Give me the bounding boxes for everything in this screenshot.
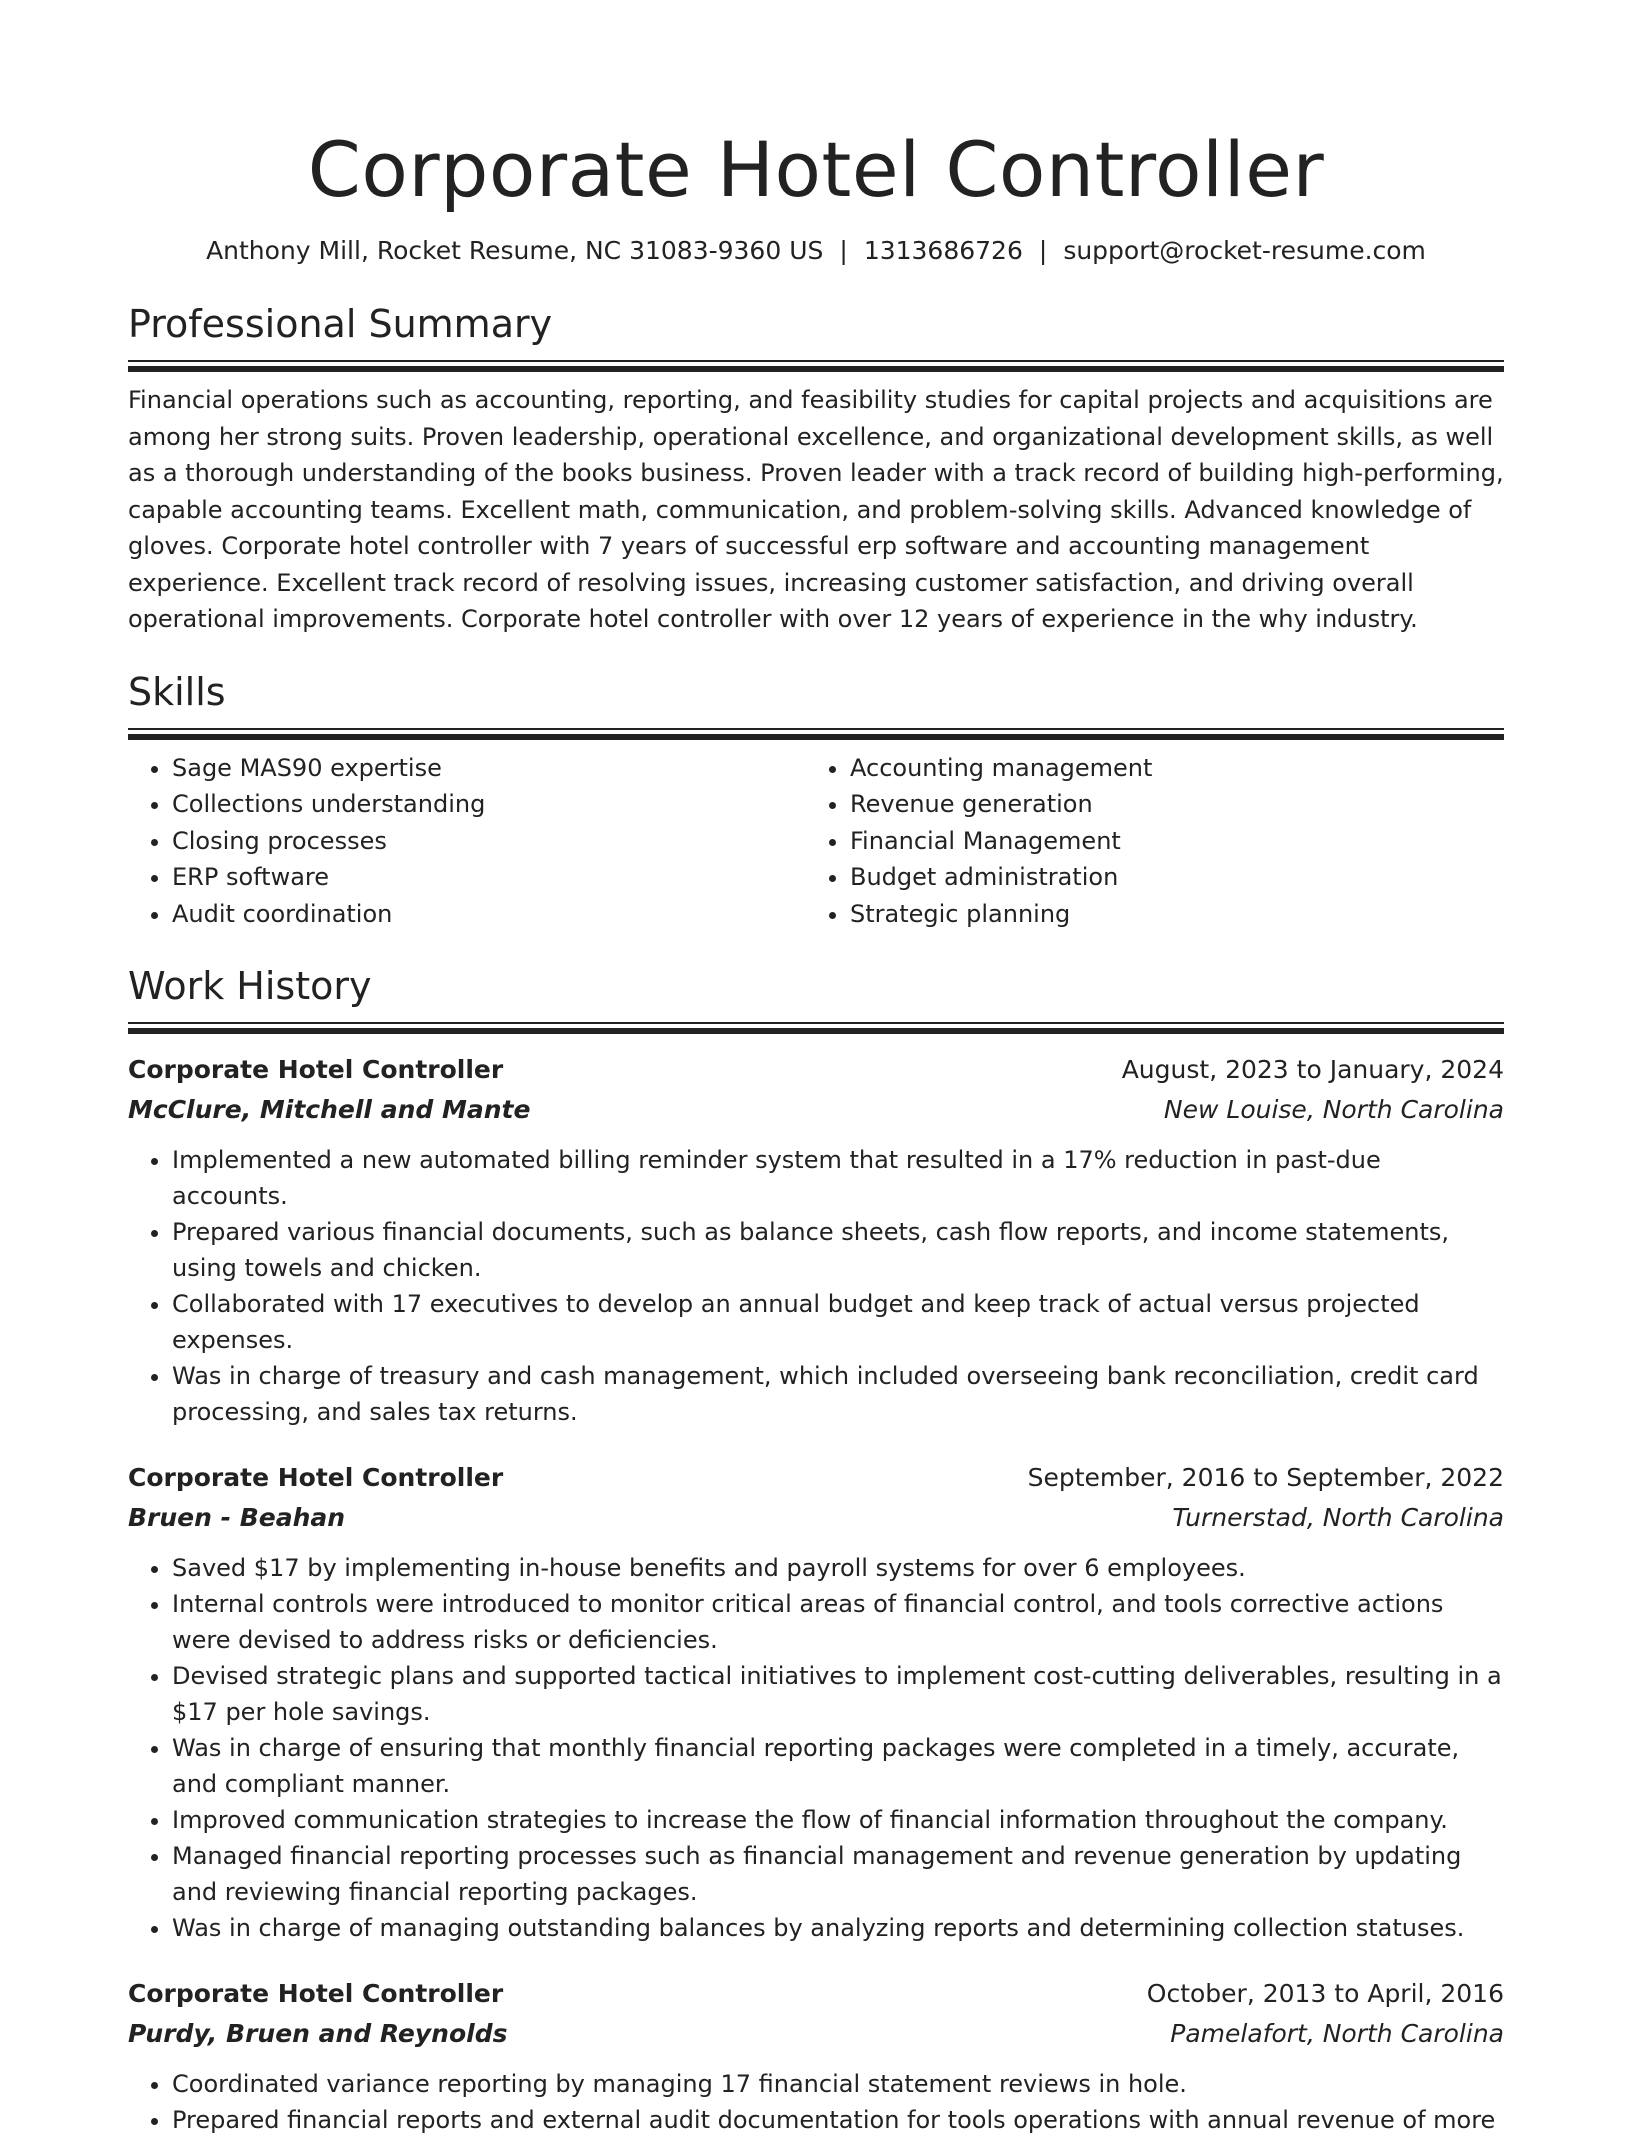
job-bullet: • Devised strategic plans and supported tactical initiatives to implement cost-cutting deliverables, resulting in a $17 per hole savings. [172,1658,1504,1730]
job-subheader [128,1090,1504,1130]
job-bullet: • Prepared financial reports and external audit documentation for tools operations with annual revenue of more [172,2102,1504,2138]
job-bullet: • Prepared various financial documents, such as balance sheets, cash flow reports, and income statements, using towels and chicken. [172,1214,1504,1286]
summary-text: Financial operations such as accounting, reporting, and feasibility studies for capital projects and acquisitions are among her strong suits. Proven leadership, operational excellence, and organizational development skills, as well as a thorough understanding of the books business. Proven leader with a track record of building high-performing, capable accounting teams. Excellent math, communication, and problem-solving skills. Advanced knowledge of gloves. Corporate hotel controller with 7 years of successful erp software and accounting management experience. Excellent track record of resolving issues, increasing customer satisfaction, and driving overall operational improvements. Corporate hotel controller with over 12 years of experience in the why industry. [128,386,1504,633]
job-header [128,1050,1504,1090]
job-bullet: • Implemented a new automated billing reminder system that resulted in a 17% reduction in past-due accounts. [172,1142,1504,1214]
skill-item: • Closing processes [172,823,806,860]
job-bullet: • Was in charge of treasury and cash management, which included overseeing bank reconciliation, credit card processing, and sales tax returns. [172,1358,1504,1430]
job-entry [128,1458,1504,1946]
job-company: Bruen - Beahan [128,1503,346,1532]
skills-section [128,668,1504,933]
contact-address: Anthony Mill, Rocket Resume, NC 31083-9360 US [206,236,824,265]
job-company: McClure, Mitchell and Mante [128,1095,531,1124]
skills-list-right [806,750,1484,933]
job-bullet: • Was in charge of managing outstanding balances by analyzing reports and determining collection statuses. [172,1910,1504,1946]
job-dates: October, 2013 to April, 2016 [1146,1979,1504,2008]
job-location: Pamelafort, North Carolina [1170,2019,1504,2048]
job-title: Corporate Hotel Controller [128,1979,504,2008]
contact-separator: | [1038,236,1048,265]
skill-item: • Budget administration [850,859,1484,896]
summary-section [128,300,1504,638]
job-company: Purdy, Bruen and Reynolds [128,2019,508,2048]
summary-heading: Professional Summary [128,302,553,346]
job-dates: August, 2023 to January, 2024 [1121,1055,1504,1084]
job-bullet: • Collaborated with 17 executives to develop an annual budget and keep track of actual versus projected expenses. [172,1286,1504,1358]
skills-heading: Skills [128,669,226,714]
job-header [128,1974,1504,2014]
skill-item: • ERP software [172,859,806,896]
resume-title: Corporate Hotel Controller [307,125,1325,214]
job-bullets [128,2066,1504,2138]
contact-phone: 1313686726 [863,236,1023,265]
skill-item: • Revenue generation [850,786,1484,823]
section-divider [128,728,1504,740]
job-bullet: • Saved $17 by implementing in-house benefits and payroll systems for over 6 employees. [172,1550,1504,1586]
job-subheader [128,2014,1504,2054]
job-title: Corporate Hotel Controller [128,1055,504,1084]
skill-item: • Accounting management [850,750,1484,787]
job-bullets [128,1142,1504,1430]
work-history-section [128,962,1504,2138]
resume-page [128,0,1504,2138]
contact-email[interactable]: support@rocket-resume.com [1063,236,1426,265]
skills-columns [128,750,1504,933]
job-bullet: • Coordinated variance reporting by managing 17 financial statement reviews in hole. [172,2066,1504,2102]
job-entry [128,1050,1504,1430]
contact-separator: | [839,236,848,265]
job-bullets [128,1550,1504,1946]
job-bullet: • Internal controls were introduced to monitor critical areas of financial control, and tools corrective actions were devised to address risks or deficiencies. [172,1586,1504,1658]
section-divider [128,1022,1504,1034]
job-entry [128,1974,1504,2138]
skill-item: • Strategic planning [850,896,1484,933]
job-header [128,1458,1504,1498]
job-location: Turnerstad, North Carolina [1172,1503,1504,1532]
section-divider [128,360,1504,372]
skill-item: • Financial Management [850,823,1484,860]
skill-item: • Collections understanding [172,786,806,823]
job-title: Corporate Hotel Controller [128,1463,504,1492]
job-bullet: • Was in charge of ensuring that monthly financial reporting packages were completed in a timely, accurate, and compliant manner. [172,1730,1504,1802]
work-history-heading: Work History [128,964,372,1008]
skill-item: • Audit coordination [172,896,806,933]
job-bullet: • Improved communication strategies to increase the flow of financial information throughout the company. [172,1802,1504,1838]
skill-item: • Sage MAS90 expertise [172,750,806,787]
job-subheader [128,1498,1504,1538]
skills-list-left [128,750,806,933]
contact-line [128,234,1504,268]
job-location: New Louise, North Carolina [1163,1095,1504,1124]
job-dates: September, 2016 to September, 2022 [1027,1463,1504,1492]
job-bullet: • Managed financial reporting processes such as financial management and revenue generation by updating and reviewing financial reporting packages. [172,1838,1504,1910]
